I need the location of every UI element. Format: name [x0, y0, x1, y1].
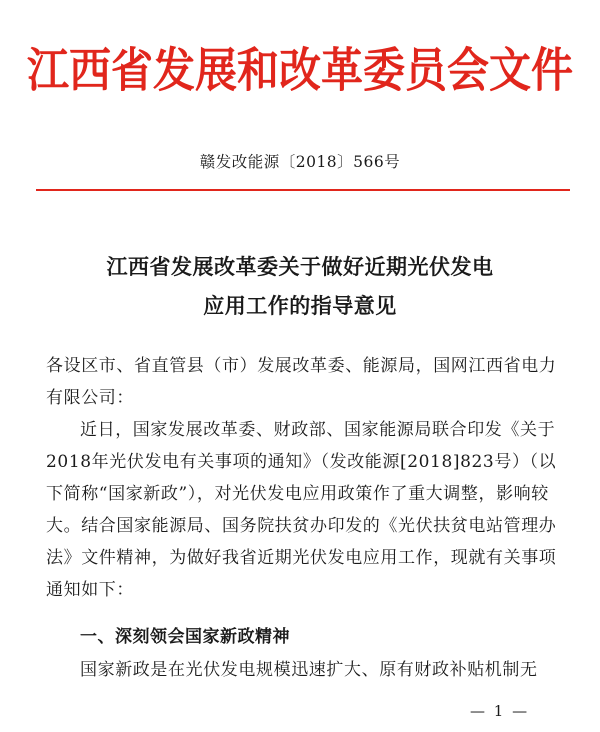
section-1-text: 国家新政是在光伏发电规模迅速扩大、原有财政补贴机制无: [80, 660, 538, 680]
document-title-line-2: 应用工作的指导意见: [203, 293, 397, 318]
document-title-line-1: 江西省发展改革委关于做好近期光伏发电: [106, 254, 494, 279]
section-heading-1: 一、深刻领会国家新政精神: [80, 627, 290, 647]
paragraph-intro: 近日，国家发展改革委、财政部、国家能源局联合印发《关于2018年光伏发电有关事项的通知》（发改能源[2018]823号）（以下简称“国家新政”），对光伏发电应用政策作了重大调整，影响较大。结合国家能源局、国务院扶贫办印发的《光伏扶贫电站管理办法》文件精神，为做好我省近期光伏发电应用工作，现就有关事项通知如下：: [46, 420, 557, 600]
org-masthead-title: 江西省发展和改革委员会文件: [26, 42, 573, 98]
document-body: [46, 350, 572, 606]
page-number: — 1 —: [470, 702, 530, 720]
document-number: 赣发改能源〔2018〕566号: [199, 153, 401, 171]
red-divider-line: [36, 189, 570, 191]
addressee: 各设区市、省直管县（市）发展改革委、能源局，国网江西省电力有限公司：: [46, 356, 557, 408]
